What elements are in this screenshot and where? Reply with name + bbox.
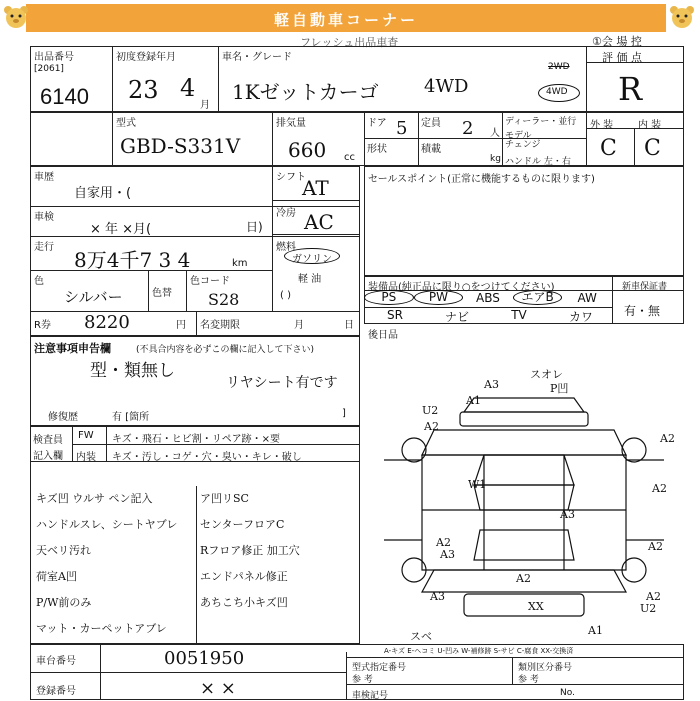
ext-score: C [600, 136, 617, 161]
equipment-item: ナビ [444, 310, 469, 324]
equipment-item: AW [577, 291, 597, 305]
capacity-label: 定員 [421, 118, 441, 129]
chassis-label: 車台番号 [36, 656, 76, 667]
equipment-item: ABS [476, 291, 500, 305]
int-insp-label: 内装 [76, 452, 96, 463]
displacement-unit: cc [344, 152, 355, 163]
comment-line: ア凹リSC [200, 492, 249, 505]
load-label: 積載 [421, 144, 441, 155]
repair-value: 有 [箇所 [112, 412, 150, 423]
rear-seat-label: 後日品 [368, 330, 398, 341]
header-banner [26, 4, 666, 32]
color-code-value: S28 [208, 290, 240, 309]
model-grade: 1Kゼットカーゴ [232, 80, 379, 104]
repair-label: 修復歴 [48, 412, 78, 423]
lot-code: [2061] [34, 64, 64, 74]
damage-mark: A3 [440, 548, 455, 561]
first-reg-month-unit: 月 [200, 100, 210, 111]
reg-label: 登録番号 [36, 686, 76, 697]
month-label: 月 [294, 320, 304, 331]
damage-mark: A2 [660, 432, 675, 445]
capacity-unit: 人 [490, 128, 500, 139]
fuel-option-diesel: 軽 油 [298, 274, 322, 285]
car-damage-diagram [364, 360, 684, 650]
equipment-item: PW [414, 290, 464, 305]
fuel-label: 燃料 [276, 242, 296, 253]
doc-label: 型式指定番号 [352, 663, 407, 673]
comment-line: ハンドルスレ、シートヤブレ [36, 518, 178, 531]
damage-mark: A3 [560, 508, 575, 521]
doors-value: 5 [396, 118, 408, 139]
type-value: GBD-S331V [120, 134, 241, 158]
color-value: シルバー [64, 288, 123, 306]
damage-mark: A2 [652, 482, 667, 495]
warranty-value: 有・無 [624, 304, 661, 318]
drive-option-2wd: 2WD [548, 62, 570, 72]
notes-line2: リヤシート有です [226, 375, 338, 391]
int-items: キズ・汚し・コゲ・穴・臭い・キレ・破し [112, 452, 302, 463]
color-code-label: 色コード [190, 276, 230, 287]
type-label: 型式 [116, 118, 136, 129]
shape-label: 形状 [367, 144, 387, 155]
shaken-day: 日) [246, 220, 263, 234]
handle-label: ハンドル 左・右 [505, 157, 571, 167]
comment-line: P/W前のみ [36, 596, 92, 609]
equipment-label: 装備品(純正品に限り○をつけてください) [368, 282, 555, 293]
name-change-label: 名変期限 [200, 320, 240, 331]
comment-line: 荷室A凹 [36, 570, 77, 583]
damage-mark: A1 [466, 394, 481, 407]
int-score: C [644, 136, 661, 161]
reserve-label: 車検記号 [352, 691, 389, 701]
damage-mark: A3 [484, 378, 499, 391]
equipment-item: TV [511, 308, 527, 322]
equipment-item: SR [387, 308, 403, 322]
class-label: 類別区分番号 [518, 663, 573, 673]
fuel-paren: ( ) [280, 290, 291, 301]
int-label: 内 装 [638, 120, 662, 131]
venue-label: ①会 場 控 [592, 35, 642, 48]
damage-mark: A2 [436, 536, 451, 549]
bear-mascot-icon [668, 4, 696, 30]
ext-label: 外 装 [590, 120, 614, 131]
model-change-label: モデル [505, 131, 532, 141]
chassis-value: 0051950 [164, 648, 245, 669]
damage-mark: スベ [410, 630, 432, 643]
damage-mark: A2 [648, 540, 663, 553]
displacement-label: 排気量 [276, 118, 306, 129]
score-label: 評 価 点 [602, 51, 642, 64]
capacity-value: 2 [462, 118, 474, 139]
score-value: R [618, 70, 643, 108]
equipment-item: カワ [568, 310, 593, 324]
repair-close: ] [342, 408, 346, 419]
day-label: 日 [344, 320, 354, 331]
r-label: R券 [34, 320, 51, 331]
damage-mark: U2 [422, 404, 439, 417]
inspector-label: 検査員 [33, 435, 63, 446]
reserve-no: No. [560, 688, 575, 698]
comment-line: マット・カーペットアブレ [36, 622, 167, 635]
ac-value: AC [304, 210, 334, 234]
comment-line: Rフロア修正 加工穴 [200, 544, 300, 557]
comment-line: キズ凹 ウルサ ペン記入 [36, 492, 153, 505]
damage-mark: XX [528, 600, 544, 613]
damage-mark: A2 [424, 420, 439, 433]
fuel-option-gasoline: ガソリン [292, 254, 332, 265]
fw-label: FW [78, 430, 94, 441]
bear-mascot-icon [2, 4, 30, 30]
damage-mark: W1 [468, 478, 487, 491]
lot-label: 出品番号 [34, 52, 74, 63]
color-change-label: 色替 [152, 288, 172, 299]
color-label: 色 [34, 276, 44, 287]
notes-label: 注意事項申告欄 [34, 342, 111, 355]
equipment-item: エアB [513, 290, 563, 305]
notes-sub: (不具合内容を必ずこの欄に記入して下さい) [136, 345, 315, 355]
shaken-value: × 年 ×月( [90, 222, 152, 237]
reg-value: × × [200, 678, 236, 699]
comment-line: 天ベリ汚れ [36, 544, 91, 557]
shift-label: シフト [276, 172, 306, 183]
displacement-value: 660 [288, 138, 327, 162]
ac-label: 冷房 [276, 208, 296, 219]
damage-mark: U2 [640, 602, 657, 615]
warranty-label: 新車保証書 [622, 282, 668, 292]
first-reg-label: 初度登録年月 [116, 52, 176, 63]
r-unit: 円 [176, 320, 186, 331]
mileage-value: 8万4千7 3 4 [74, 248, 191, 272]
equipment-item: PS [364, 290, 414, 305]
damage-mark: P凹 [550, 382, 569, 395]
comment-line: エンドパネル修正 [200, 570, 288, 583]
banner-title: 軽自動車コーナー [273, 11, 418, 29]
model-change-label2: チェンジ [505, 140, 541, 150]
drive-option-4wd: 4WD [546, 87, 568, 97]
first-reg-year: 23 [128, 76, 159, 104]
doc-ref: 参 考 [352, 675, 373, 685]
notes-line1: 型・類無し [90, 361, 175, 381]
load-unit: kg [490, 154, 501, 164]
model-grade-label: 車名・グレード [222, 52, 292, 63]
fw-items: キズ・飛石・ヒビ割・リペア跡・×要 [112, 434, 280, 445]
first-reg-month: 4 [180, 74, 196, 102]
damage-mark: A1 [588, 624, 603, 637]
comment-line: センターフロアC [200, 518, 285, 531]
legend-text: A-キズ E-ヘコミ U-凹み W-補修跡 S-サビ C-腐食 XX-交換済 [384, 647, 574, 655]
damage-mark: A3 [430, 590, 445, 603]
r-value: 8220 [84, 312, 130, 333]
sales-point-label: セールスポイント(正常に機能するものに限ります) [368, 174, 595, 185]
class-ref: 参 考 [518, 675, 539, 685]
mileage-label: 走行 [34, 242, 54, 253]
lot-number: 6140 [40, 84, 89, 109]
history-value: 自家用・( [74, 186, 132, 201]
history-label: 車歴 [34, 172, 54, 183]
comment-line: あちこち小キズ凹 [200, 596, 288, 609]
doors-label: ドア [367, 118, 387, 129]
shift-value: AT [302, 176, 329, 200]
shaken-label: 車検 [34, 212, 54, 223]
drive-value: 4WD [424, 76, 469, 97]
damage-mark: A2 [646, 590, 661, 603]
dealer-label: ディーラー・並行 [505, 117, 577, 127]
damage-mark: スオレ [530, 368, 563, 381]
entry-label: 記入欄 [33, 451, 63, 462]
mileage-unit: km [232, 258, 248, 269]
damage-mark: A2 [516, 572, 531, 585]
sub-title-fragment: フレッシュ出品車査 [300, 36, 399, 49]
